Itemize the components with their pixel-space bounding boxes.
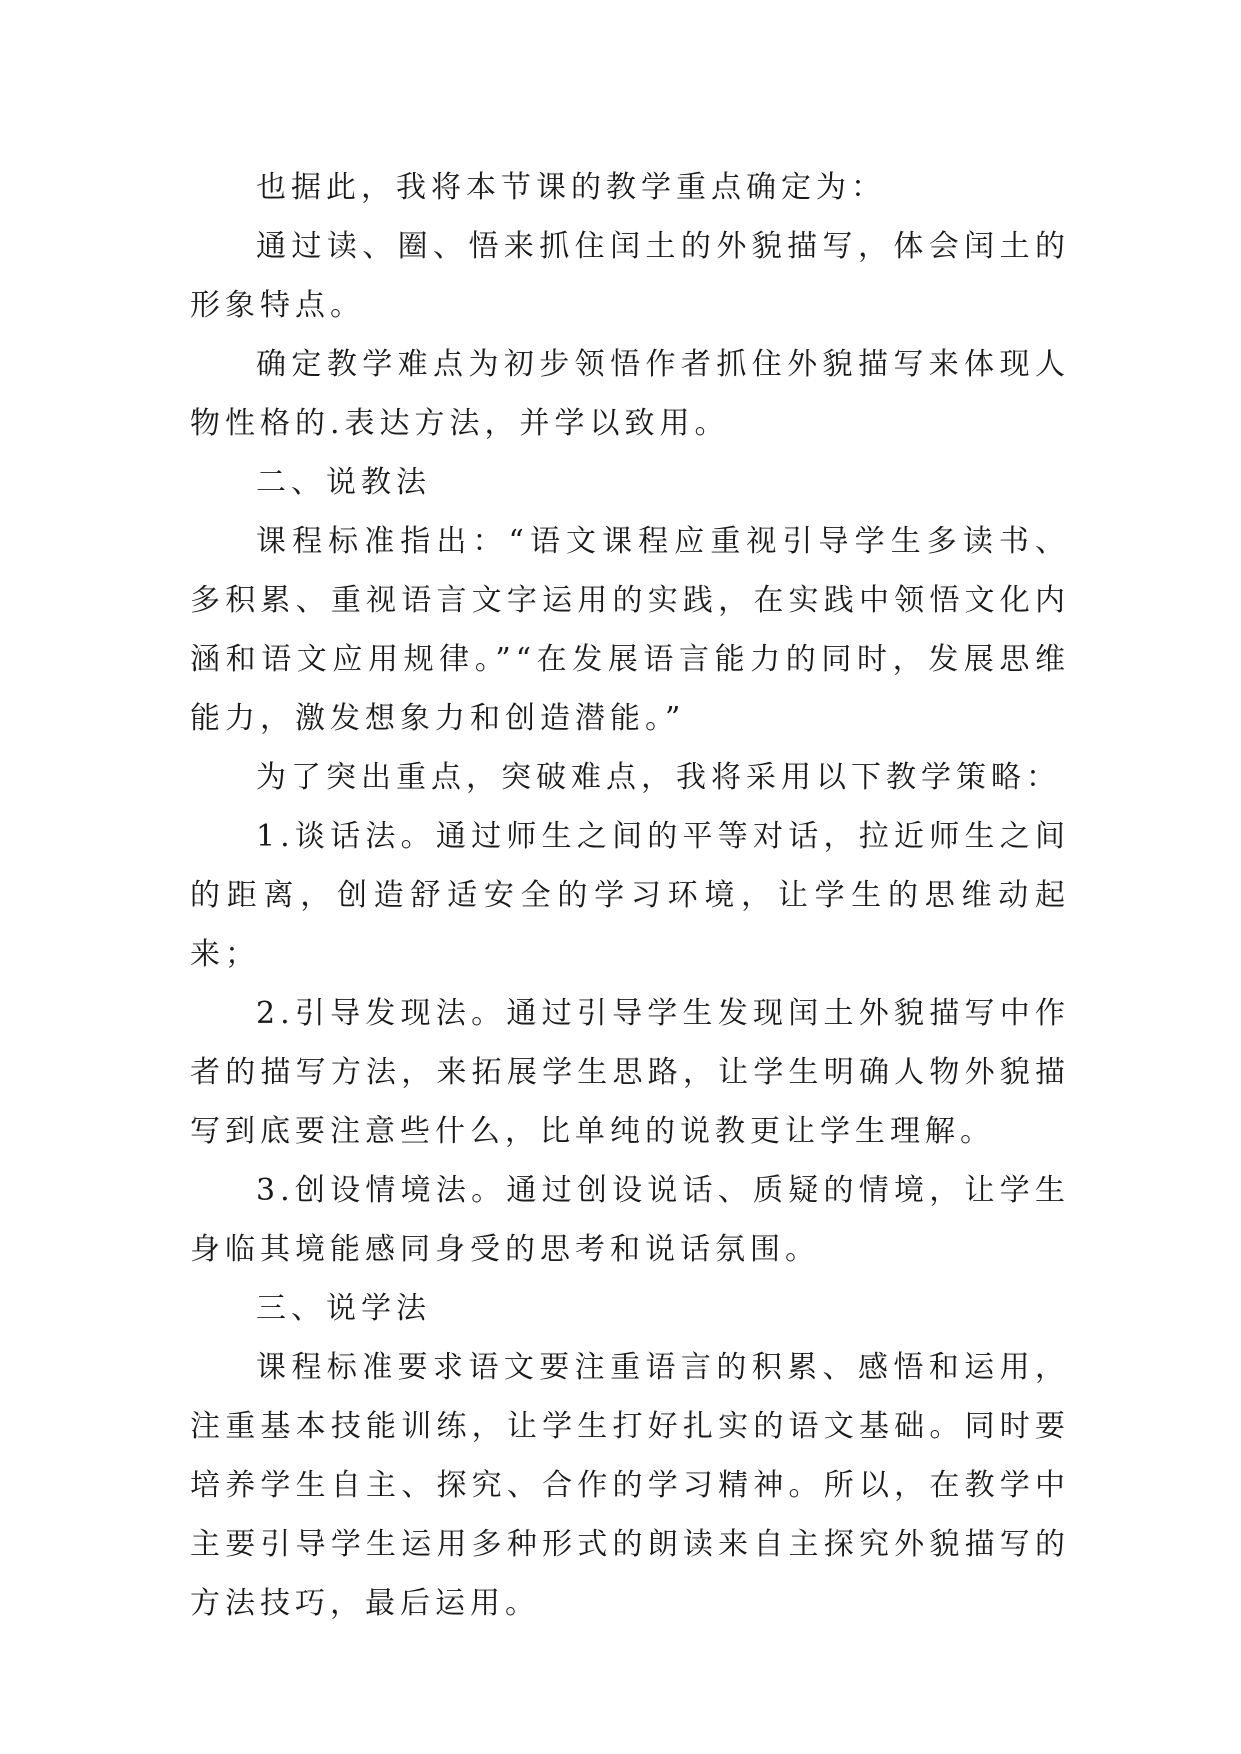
- list-item-conversation-method: 1.谈话法。通过师生之间的平等对话，拉近师生之间的距离，创造舒适安全的学习环境，让学生的思维动起来；: [190, 819, 1070, 972]
- paragraph-difficulty: 确定教学难点为初步领悟作者抓住外貌描写来体现人物性格的.表达方法，并学以致用。: [190, 347, 1070, 441]
- list-item-situation-method: 3.创设情境法。通过创设说话、质疑的情境，让学生身临其境能感同身受的思考和说话氛围。: [190, 1173, 1070, 1267]
- paragraph-key-point: 通过读、圈、悟来抓住闰土的外貌描写，体会闰土的形象特点。: [190, 229, 1070, 323]
- paragraph-key-point-intro: 也据此，我将本节课的教学重点确定为：: [256, 170, 886, 205]
- section-heading-teaching-method: 二、说教法: [256, 465, 431, 500]
- paragraph-curriculum-quote: 课程标准指出：“语文课程应重视引导学生多读书、多积累、重视语言文字运用的实践，在实践中领悟文化内涵和语文应用规律。”“在发展语言能力的同时，发展思维能力，激发想象力和创造潜能。”: [190, 524, 1070, 736]
- section-heading-learning-method: 三、说学法: [256, 1291, 431, 1326]
- paragraph-strategy-intro: 为了突出重点，突破难点，我将采用以下教学策略：: [256, 760, 1061, 795]
- paragraph-learning-method: 课程标准要求语文要注重语言的积累、感悟和运用，注重基本技能训练，让学生打好扎实的语文基础。同时要培养学生自主、探究、合作的学习精神。所以，在教学中主要引导学生运用多种形式的朗读来自主探究外貌描写的方法技巧，最后运用。: [190, 1350, 1070, 1621]
- document-body: [190, 158, 1070, 1633]
- list-item-guided-discovery: 2.引导发现法。通过引导学生发现闰土外貌描写中作者的描写方法，来拓展学生思路，让学生明确人物外貌描写到底要注意些什么，比单纯的说教更让学生理解。: [190, 996, 1070, 1149]
